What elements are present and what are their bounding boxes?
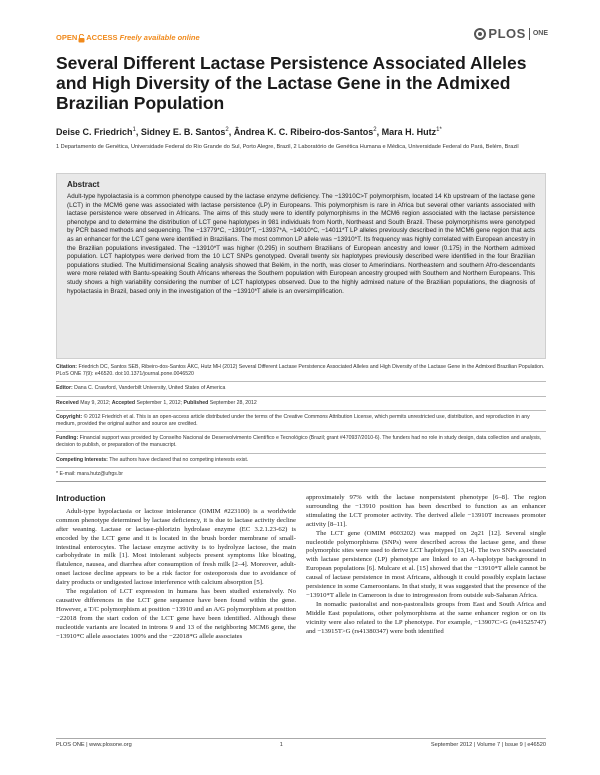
metadata-divider [56, 396, 546, 397]
freely-available-label: Freely available online [119, 33, 200, 42]
competing-interests [56, 457, 546, 464]
body-paragraph: The regulation of LCT expression in humans has been studied extensively. No causative differences in the LCT gene sequence have been found within the gene. However, a T/C polymorphism at position −13910 and an A/G polymorphism at position −22018 from the start codon of the LCT gene have been identified. Although these nucleotide variants are located in introns 9 and 13 of the neighboring MCM6 gene, the −13910*C allele associates 100% and the −22018*G allele associates [56, 588, 296, 640]
citation [56, 364, 546, 378]
article-title: Several Different Lactase Persistence Associated Alleles and High Diversity of the Lactase Gene in the Admixed Brazilian Population [56, 53, 527, 113]
body-column-right [306, 494, 546, 637]
received-label: Received [56, 399, 79, 406]
issue-info: September 2012 | Volume 7 | Issue 9 | e46520 [430, 742, 546, 748]
metadata-divider [56, 410, 546, 411]
section-divider [56, 481, 546, 482]
abstract-text: Adult-type hypolactasia is a common phenotype caused by the lactase enzyme deficiency. The −13910C>T polymorphism, located 14 Kb upstream of the lactase gene (LCT) in the MCM6 gene was associated with lactase persistence (LP) in Europeans. This polymorphism is rare in Africa but several other variants associated with lactase persistence were observed in Africans. The aims of this study were to identify polymorphisms in the MCM6 region associated with the lactase persistence phenotype and to determine the distribution of LCT gene haplotypes in 981 individuals from North, Northeast and South Brazil. These polymorphisms were genotyped by PCR based methods and sequencing. The −13779*C, −13910*T, −13937*A, −14010*C, −14011*T LP alleles previously described in the MCM6 gene region that acts as an enhancer for the LCT gene were identified in Brazilians. The most common LP allele was −13910*T. Its frequency was highly correlated with European ancestry in the Brazilian populations investigated. The −13910*T was higher (0.295) in southern Brazilians of European ancestry and lower (0.175) in the Northern admixed population. LCT haplotypes were derived from the 10 LCT SNPs genotyped. Overall twenty six haplotypes previously described were identified in the four Brazilian populations studied. The Multidimensional Scaling analysis showed that Belém, in the north, was closer to Amerindians. Northeastern and southern Afro-descendants were more related with Bantu-speaking South Africans whereas the Southern population with European ancestry grouped with Southern and Northern Europeans. This study shows a high variability considering the number of LCT haplotypes observed. Due to the highly admixed nature of the Brazilian populations, the diagnosis of hypolactasia in Brazil, based only in the investigation of the −13910*T allele is an oversimplification. [67, 193, 535, 295]
received-date: May 9, 2012; [80, 399, 111, 406]
citation-text: Friedrich DC, Santos SEB, Ribeiro-dos-Santos ÂKC, Hutz MH (2012) Several Different Lactase Persistence Associated Alleles and High Diversity of the Lactase Gene in the Admixed Brazilian Population. PLoS ONE 7(9): e46520. doi:10.1371/journal.pone.0046520 [56, 364, 545, 378]
body-paragraph: The LCT gene (OMIM #603202) was mapped on 2q21 [12]. Several single nucleotide polymorphisms (SNPs) were described across the lactase gene, and these polymorphic sites were used to derive LCT haplotypes [13,14]. The two SNPs associated with lactase persistence (LP) phenotype are linked to an A-haplotype background in European populations [6]. Mulcare et al. [15] showed that the −13910*T allele cannot be causal of lactase persistence in most Africans, although it could possibly explain lactase persistence in some Cameroonians. In that study, it was suggested that the presence of the −13910*T allele in Cameroon is due to introgression from outside sub-Saharan Africa. [306, 529, 546, 599]
funding-text: Financial support was provided by Conselho Nacional de Desenvolvimento Científico e Tecnológico (Brazil; grant #470937/2010-6). The funders had no role in study design, data collection and analysis, decision to publish, or preparation of the manuscript. [56, 435, 542, 449]
author-affiliation-mark: 1 [132, 127, 136, 133]
affiliations: 1 Departamento de Genética, Universidade Federal do Rio Grande do Sul, Porto Alegre, Brazil, 2 Laboratório de Genética Humana e Médica, Universidade Federal do Pará, Belém, Brazil [56, 144, 519, 150]
access-label: ACCESS [86, 33, 118, 42]
page-number: 1 [279, 742, 283, 748]
metadata-divider [56, 431, 546, 432]
competing-text: The authors have declared that no competing interests exist. [109, 456, 249, 463]
article-metadata [56, 364, 546, 478]
funding [56, 435, 546, 449]
copyright-label: Copyright: [56, 413, 83, 420]
editor-text: Dana C. Crawford, Vanderbilt University, United States of America [74, 385, 226, 392]
author-affiliation-mark: 2 [225, 127, 229, 133]
corresponding-email: * E-mail: mara.hutz@ufrgs.br [56, 470, 123, 477]
published-label: Published [183, 399, 209, 406]
journal-website: PLOS ONE | www.plosone.org [56, 742, 132, 748]
plos-wordmark: PLOS [488, 26, 526, 41]
published-date: September 28, 2012 [209, 399, 257, 406]
plos-one-logo [474, 26, 548, 41]
funding-label: Funding: [56, 435, 79, 442]
editor [56, 385, 546, 392]
competing-label: Competing Interests: [56, 456, 108, 463]
body-paragraph: Adult-type hypolactasia or lactose intolerance (OMIM #223100) is a worldwide common phenotype determined by lactase deficiency, it is due to lactase activity decline after weaning. Lactase or lactase-phlorizin hydrolase enzyme (EC 3.2.1.23-62) is encoded by the LCT gene and it is located in the brush border membrane of small-intestinal enterocytes. The lactase enzyme activity is to hydrolyze lactose, the main carbohydrate in milk [1]. Most intolerant subjects present symptoms like bloating, flatulence, nausea, and diarrhea after consumption of fresh milk [2–4]. Moreover, adult-onset lactose decline appears to be a risk factor for osteoporosis due to avoidance of dairy products or undigested lactose interference with calcium absorption [5]. [56, 507, 296, 587]
open-lock-icon [78, 34, 85, 43]
author-name: Deise C. Friedrich [56, 127, 133, 137]
metadata-divider [56, 453, 546, 454]
body-column-left [56, 494, 296, 642]
author-name: Sidney E. B. Santos [140, 127, 226, 137]
logo-divider [529, 28, 530, 40]
copyright-text: © 2012 Friedrich et al. This is an open-access article distributed under the terms of the Creative Commons Attribution License, which permits unrestricted use, distribution, and reproduction in any medium, provided the original author and source are credited. [56, 413, 530, 428]
abstract-box [56, 173, 546, 359]
author-affiliation-mark: 2 [373, 127, 377, 133]
open-access-banner [56, 33, 200, 43]
abstract-heading: Abstract [67, 180, 100, 189]
copyright [56, 414, 546, 428]
metadata-divider [56, 467, 546, 468]
introduction-heading: Introduction [56, 493, 106, 503]
author-affiliation-mark: 1* [436, 127, 442, 133]
editor-label: Editor: [56, 385, 73, 392]
one-wordmark: ONE [532, 30, 548, 37]
accepted-label: Accepted [111, 399, 136, 406]
accepted-date: September 1, 2012; [136, 399, 183, 406]
citation-label: Citation: [56, 364, 78, 370]
metadata-divider [56, 381, 546, 382]
open-label: OPEN [56, 33, 78, 42]
body-paragraph: approximately 97% with the lactase nonpersistent phenotype [6–8]. The region surrounding the −13910 position has been described to function as an enhancer stimulating the LCT promoter activity. The derived allele −13910T increases promoter activity [8–11]. [306, 494, 546, 528]
page-footer [56, 738, 546, 748]
author-name: Ândrea K. C. Ribeiro-dos-Santos [233, 127, 374, 137]
author-list: Deise C. Friedrich$^1$, Sidney E. B. Santos$^2$, Ândrea K. C. Ribeiro-dos-Santos$^2$, Mara H. Hutz$^{1*}$ [56, 127, 442, 137]
body-paragraph: In nomadic pastoralist and non-pastoralists groups from East and South Africa and Middle East populations, other polymorphisms at the same enhancer region or on its vicinity were also related to the LP phenotype. For example, −13907C>G (rs41525747) and −13915T>G (rs41380347) were both identified [306, 600, 546, 635]
author-name: Mara H. Hutz [381, 127, 437, 137]
plos-logo-icon [474, 28, 486, 40]
dates [56, 400, 546, 407]
